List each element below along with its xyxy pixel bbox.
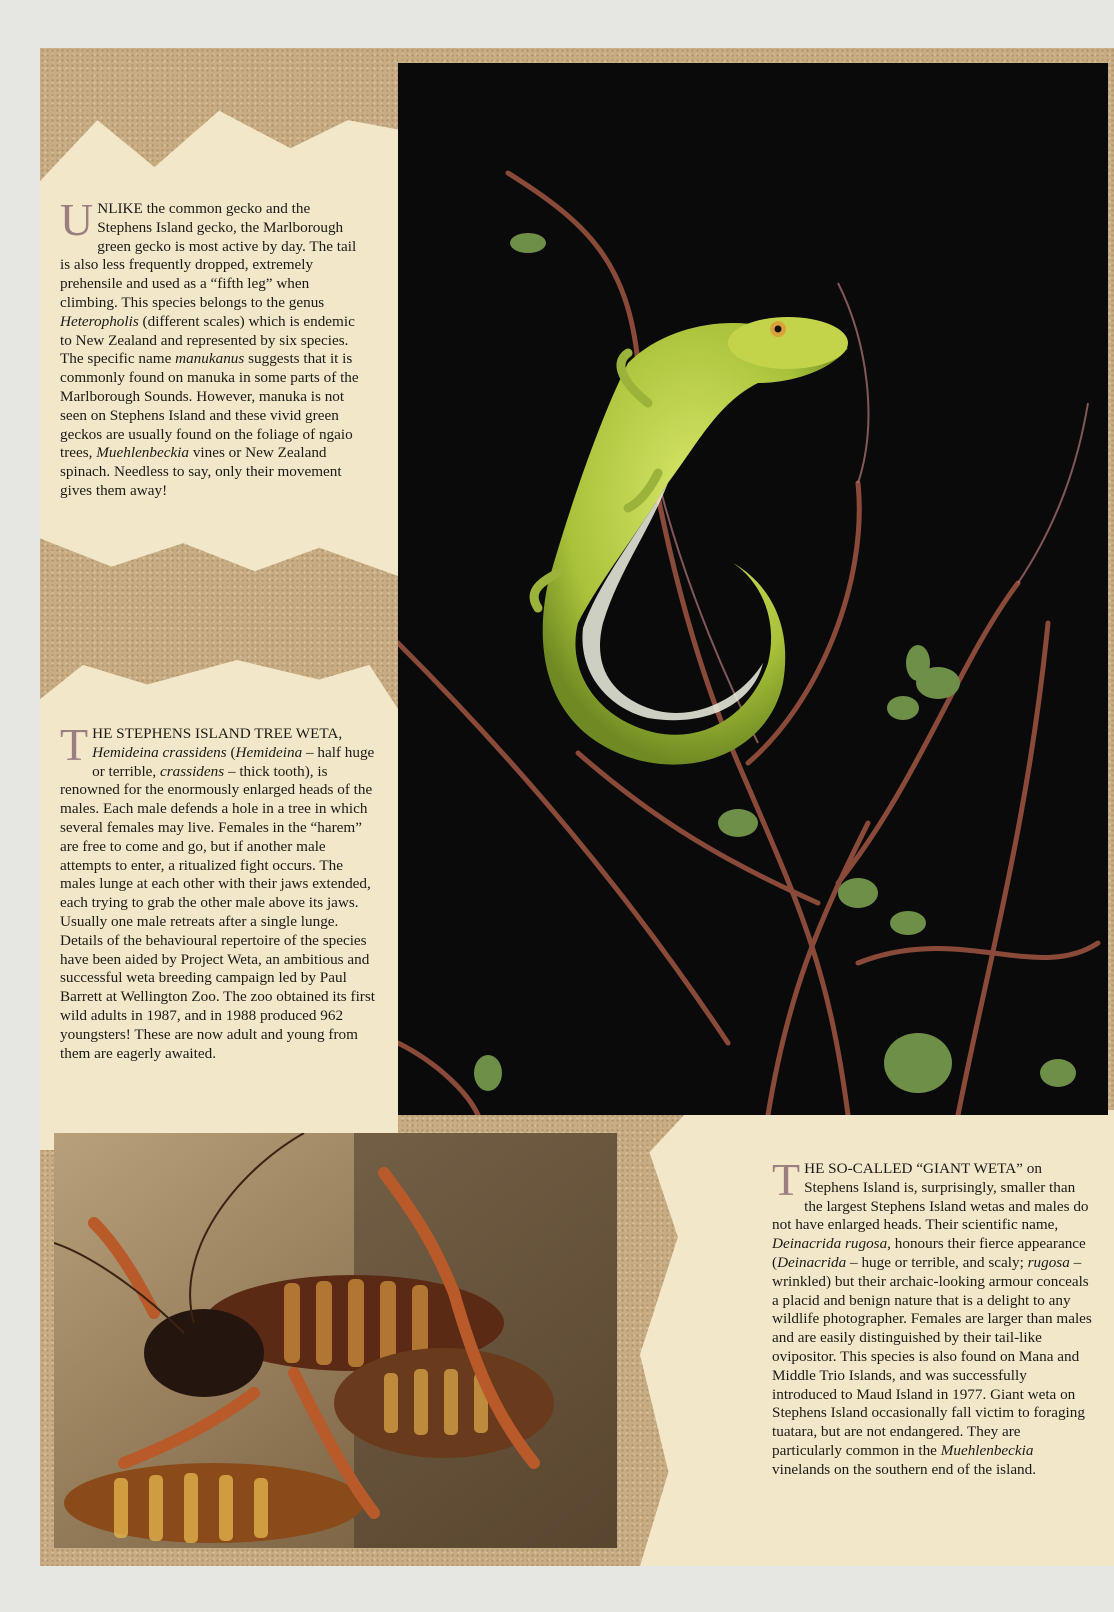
text-run: – wrinkled) but their archaic-looking armour conceals a placid and benign nature that is a delight to any wildlife photographer. Females are larger than males and are easily distinguished by their tail-like ovipositor. This species is also found on Mana and Middle Trio Islands, and was successfully introduced to Maud Island in 1977. Giant weta on Stephens Island occasionally fall victim to foraging tuatara, but are not endangered. They are particularly common in the: [772, 1253, 1092, 1459]
italic-term: Hemideina crassidens: [92, 743, 227, 761]
text-run: – half huge or terrible,: [92, 743, 375, 780]
text-run: – thick tooth), is renowned for the enormously enlarged heads of the males. Each male defends a hole in a tree in which several females may live. Females in the “harem” are free to come and go, but if another male attempts to enter, a ritualized fight occurs. The males lunge at each other with their jaws extended, each trying to grab the other male above its jaws. Usually one male retreats after a single lunge. Details of the behavioural repertoire of the species have been aided by Project Weta, an ambitious and successful weta breeding campaign led by Paul Barrett at Wellington Zoo. The zoo obtained its first wild adults in 1987, and in 1988 produced 962 youngsters! These are now adult and young from them are eagerly awaited.: [60, 762, 375, 1062]
photo-giant-weta: [54, 1133, 617, 1548]
article-giant-weta: [772, 1154, 1094, 1480]
article-body: [60, 194, 368, 501]
article-stephens-island-tree-weta: [60, 719, 378, 1063]
italic-term: Heteropholis: [60, 312, 139, 330]
drop-cap: T: [772, 1154, 801, 1205]
italic-term: rugosa: [1027, 1253, 1070, 1271]
italic-term: Deinacrida rugosa: [772, 1235, 888, 1253]
text-run: HE STEPHENS ISLAND TREE WETA,: [92, 725, 343, 742]
italic-term: Muehlenbeckia: [96, 444, 190, 462]
text-run: HE SO-CALLED “GIANT WETA” on Stephens Island is, surprisingly, smaller than the largest Stephens Island wetas and males do not have enlarged heads. Their scientific name,: [772, 1160, 1089, 1234]
article-marlborough-green-gecko: [60, 194, 368, 501]
drop-cap: U: [60, 194, 94, 245]
text-run: (different scales) which is endemic to New Zealand and represented by six species. The specific name: [60, 312, 355, 368]
photo-green-gecko: [398, 63, 1108, 1115]
italic-term: crassidens: [160, 762, 225, 780]
text-run: vinelands on the southern end of the island.: [772, 1460, 1037, 1478]
text-run: (: [226, 743, 236, 761]
drop-cap: T: [60, 719, 89, 770]
article-body: [772, 1154, 1094, 1480]
text-run: vines or New Zealand spinach. Needless to say, only their movement gives them away!: [60, 444, 342, 499]
italic-term: manukanus: [175, 350, 245, 368]
italic-term: Muehlenbeckia: [940, 1441, 1034, 1459]
text-run: – huge or terrible, and scaly;: [846, 1253, 1028, 1271]
text-run: NLIKE the common gecko and the Stephens Island gecko, the Marlborough green gecko is most active by day. The tail is also less frequently dropped, extremely prehensile and used as a “fifth leg” when climbing. This species belongs to the genus: [60, 200, 357, 311]
italic-term: Deinacrida: [777, 1253, 847, 1271]
text-run: , honours their fierce appearance (: [772, 1235, 1086, 1271]
article-body: [60, 719, 378, 1063]
text-run: suggests that it is commonly found on manuka in some parts of the Marlborough Sounds. However, manuka is not seen on Stephens Island and these vivid green geckos are usually found on the foliage of ngaio trees,: [60, 350, 359, 462]
italic-term: Hemideina: [235, 743, 303, 761]
